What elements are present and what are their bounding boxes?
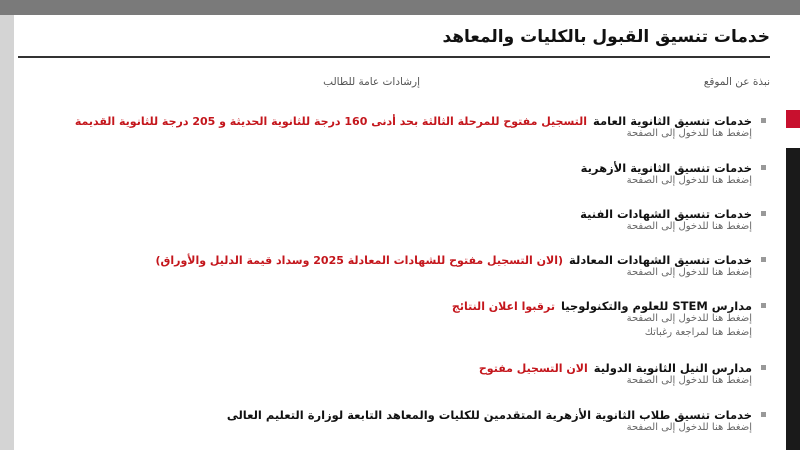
square-bullet-icon	[761, 365, 766, 370]
service-title[interactable]: خدمات تنسيق طلاب الثانوية الأزهرية المتقدمين للكليات والمعاهد التابعة لوزارة التعليم العالى	[226, 408, 752, 422]
flag-red-band	[786, 110, 800, 128]
service-title[interactable]: مدارس النيل الثانوية الدولية	[593, 361, 752, 375]
service-title[interactable]: خدمات تنسيق الثانوية العامة	[593, 114, 752, 128]
title-divider	[18, 56, 770, 58]
service-item-equivalent-certificates	[26, 249, 766, 289]
service-line	[156, 249, 767, 268]
enter-page-link[interactable]: إضغط هنا للدخول إلى الصفحة	[626, 175, 752, 186]
service-title[interactable]: خدمات تنسيق الثانوية الأزهرية	[580, 161, 752, 175]
egypt-flag-strip	[786, 110, 800, 450]
service-notice: التسجيل مفتوح للمرحلة الثالثة بحد أدنى 160 درجة للثانوية الحديثة و 205 درجة للثانوية القديمة	[74, 115, 588, 128]
review-choices-link[interactable]: إضغط هنا لمراجعة رغباتك	[644, 327, 752, 338]
tab-about-site[interactable]: نبذة عن الموقع	[703, 76, 770, 88]
square-bullet-icon	[761, 165, 766, 170]
square-bullet-icon	[761, 118, 766, 123]
service-notice: (الان التسجيل مفتوح للشهادات المعادلة 2025 وسداد قيمة الدليل والأوراق)	[155, 254, 564, 267]
service-item-stem-schools	[26, 295, 766, 350]
square-bullet-icon	[761, 303, 766, 308]
service-title[interactable]: خدمات تنسيق الشهادات الفنية	[580, 207, 752, 221]
square-bullet-icon	[761, 257, 766, 262]
page-title: خدمات تنسيق القبول بالكليات والمعاهد	[442, 27, 770, 47]
service-line	[75, 110, 766, 129]
main-content	[14, 15, 786, 450]
service-title[interactable]: مدارس STEM للعلوم والتكنولوجيا	[560, 299, 752, 313]
service-line	[479, 357, 766, 376]
left-edge-strip	[0, 15, 14, 450]
service-item-azhar-higher-education	[26, 404, 766, 444]
service-item-general-secondary	[26, 110, 766, 150]
enter-page-link[interactable]: إضغط هنا للدخول إلى الصفحة	[626, 128, 752, 139]
service-title[interactable]: خدمات تنسيق الشهادات المعادلة	[569, 253, 752, 267]
enter-page-link[interactable]: إضغط هنا للدخول إلى الصفحة	[626, 267, 752, 278]
square-bullet-icon	[761, 412, 766, 417]
square-bullet-icon	[761, 211, 766, 216]
enter-page-link[interactable]: إضغط هنا للدخول إلى الصفحة	[626, 313, 752, 324]
flag-white-band	[786, 128, 800, 148]
enter-page-link[interactable]: إضغط هنا للدخول إلى الصفحة	[626, 422, 752, 433]
service-line	[227, 404, 766, 423]
tab-bar	[18, 76, 770, 94]
service-item-azhar-secondary	[26, 157, 766, 197]
service-line	[452, 295, 766, 314]
flag-black-band	[786, 148, 800, 450]
service-notice: ترقبوا اعلان النتائج	[451, 300, 555, 313]
service-line	[580, 203, 766, 222]
service-notice: الان التسجيل مفتوح	[478, 362, 588, 375]
service-item-nile-schools	[26, 357, 766, 397]
service-line	[581, 157, 766, 176]
enter-page-link[interactable]: إضغط هنا للدخول إلى الصفحة	[626, 221, 752, 232]
enter-page-link[interactable]: إضغط هنا للدخول إلى الصفحة	[626, 375, 752, 386]
browser-top-bar	[0, 0, 800, 15]
service-item-technical-certificates	[26, 203, 766, 243]
tab-student-guidance[interactable]: إرشادات عامة للطالب	[323, 76, 420, 88]
